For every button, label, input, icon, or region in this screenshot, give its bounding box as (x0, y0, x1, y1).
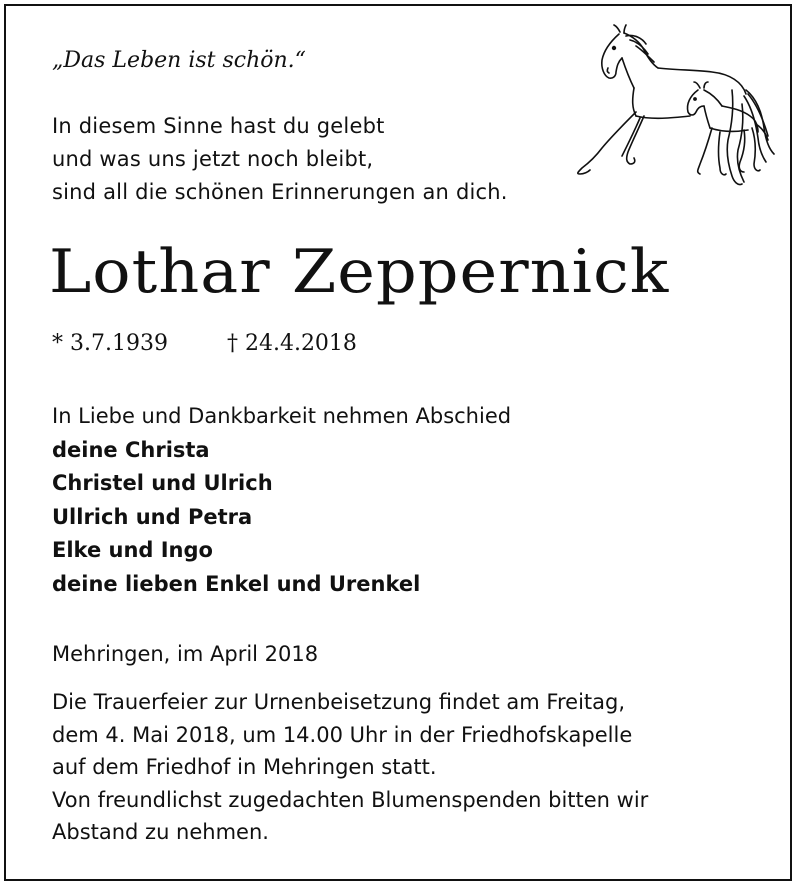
mourner: deine lieben Enkel und Urenkel (52, 571, 421, 596)
place-date: Mehringen, im April 2018 (52, 642, 319, 666)
horse-and-foal-icon (572, 24, 778, 192)
family-section (52, 400, 511, 601)
funeral-notice (52, 686, 648, 849)
mourner: Christel und Ulrich (52, 471, 273, 495)
notice-line: auf dem Friedhof in Mehringen statt. (52, 755, 437, 779)
mourner: Elke und Ingo (52, 538, 213, 562)
deceased-name: Lothar Zeppernick (49, 237, 670, 307)
birth-date: * 3.7.1939 (52, 331, 168, 356)
notice-line: Die Trauerfeier zur Urnenbeisetzung findet am Freitag, (52, 690, 626, 714)
mourner: deine Christa (52, 437, 210, 462)
motto-quote: „Das Leben ist schön.“ (52, 48, 306, 73)
verse-line: und was uns jetzt noch bleibt, (52, 147, 374, 171)
life-dates (52, 329, 357, 359)
family-intro: In Liebe und Dankbarkeit nehmen Abschied (52, 404, 512, 428)
notice-line: Von freundlichst zugedachten Blumenspenden bitten wir (52, 787, 649, 812)
obituary-frame (4, 4, 792, 881)
mourner: Ullrich und Petra (52, 504, 253, 529)
verse-line: sind all die schönen Erinnerungen an dich. (52, 180, 508, 204)
verse-line: In diesem Sinne hast du gelebt (52, 114, 385, 138)
death-date: † 24.4.2018 (226, 331, 357, 356)
notice-line: Abstand zu nehmen. (52, 820, 269, 844)
verse (52, 110, 508, 209)
notice-line: dem 4. Mai 2018, um 14.00 Uhr in der Friedhofskapelle (52, 722, 633, 747)
